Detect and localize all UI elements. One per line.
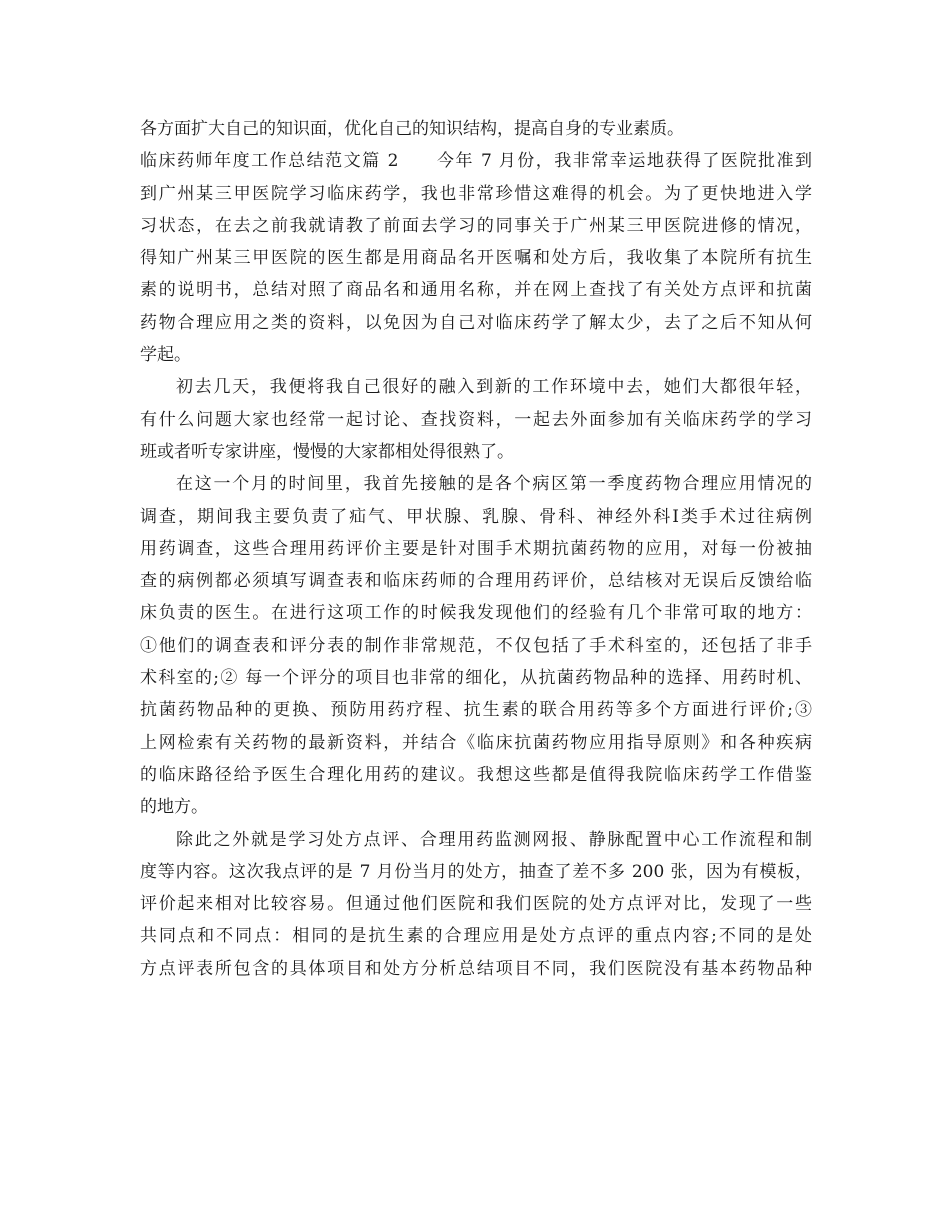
paragraph-start-line: 除此之外就是学习处方点评、合理用药监测网报、静脉配置中心工作流程和制 <box>176 829 812 850</box>
text-line: 共同点和不同点：相同的是抗生素的合理应用是处方点评的重点内容;不同的是处 <box>140 926 812 947</box>
text-line: 上网检索有关药物的最新资料，并结合《临床抗菌药物应用指导原则》和各种疾病 <box>140 732 812 753</box>
text-line: 度等内容。这次我点评的是 7 月份当月的处方，抽查了差不多 200 张，因为有模板， <box>140 861 812 882</box>
text-line: 方点评表所包含的具体项目和处方分析总结项目不同，我们医院没有基本药物品种 <box>140 958 812 979</box>
text-line: 术科室的;② 每一个评分的项目也非常的细化，从抗菌药物品种的选择、用药时机、 <box>140 668 812 689</box>
text-line: 素的说明书，总结对照了商品名和通用名称，并在网上查找了有关处方点评和抗菌 <box>140 280 812 301</box>
section-heading-line: 临床药师年度工作总结范文篇 2 今年 7 月份，我非常幸运地获得了医院批准到 <box>140 151 812 172</box>
text-line: 习状态，在去之前我就请教了前面去学习的同事关于广州某三甲医院进修的情况， <box>140 215 812 236</box>
text-line: 查的病例都必须填写调查表和临床药师的合理用药评价，总结核对无误后反馈给临 <box>140 571 812 592</box>
text-line: 评价起来相对比较容易。但通过他们医院和我们医院的处方点评对比，发现了一些 <box>140 894 812 915</box>
text-line: 的临床路径给予医生合理化用药的建议。我想这些都是值得我院临床药学工作借鉴 <box>140 764 812 785</box>
text-line: 学起。 <box>140 345 191 366</box>
text-line: 班或者听专家讲座，慢慢的大家都相处得很熟了。 <box>140 441 514 462</box>
text-line: 的地方。 <box>140 797 208 818</box>
paragraph-start-line: 初去几天，我便将我自己很好的融入到新的工作环境中去，她们大都很年轻， <box>176 377 812 398</box>
text-line: 各方面扩大自己的知识面，优化自己的知识结构，提高自身的专业素质。 <box>140 119 684 139</box>
text-line: 抗菌药物品种的更换、预防用药疗程、抗生素的联合用药等多个方面进行评价;③ <box>140 700 812 721</box>
document-body <box>140 113 812 985</box>
text-line: 床负责的医生。在进行这项工作的时候我发现他们的经验有几个非常可取的地方： <box>140 603 812 624</box>
text-line: 调查，期间我主要负责了疝气、甲状腺、乳腺、骨科、神经外科Ⅰ类手术过往病例 <box>140 506 812 527</box>
text-line: 有什么问题大家也经常一起讨论、查找资料，一起去外面参加有关临床药学的学习 <box>140 409 812 430</box>
text-line: 用药调查，这些合理用药评价主要是针对围手术期抗菌药物的应用，对每一份被抽 <box>140 538 812 559</box>
text-line: 药物合理应用之类的资料，以免因为自己对临床药学了解太少，去了之后不知从何 <box>140 312 812 333</box>
text-line: 到广州某三甲医院学习临床药学，我也非常珍惜这难得的机会。为了更快地进入学 <box>140 183 812 204</box>
text-line: ①他们的调查表和评分表的制作非常规范，不仅包括了手术科室的，还包括了非手 <box>140 635 812 656</box>
paragraph-start-line: 在这一个月的时间里，我首先接触的是各个病区第一季度药物合理应用情况的 <box>176 474 812 495</box>
text-line: 得知广州某三甲医院的医生都是用商品名开医嘱和处方后，我收集了本院所有抗生 <box>140 248 812 269</box>
